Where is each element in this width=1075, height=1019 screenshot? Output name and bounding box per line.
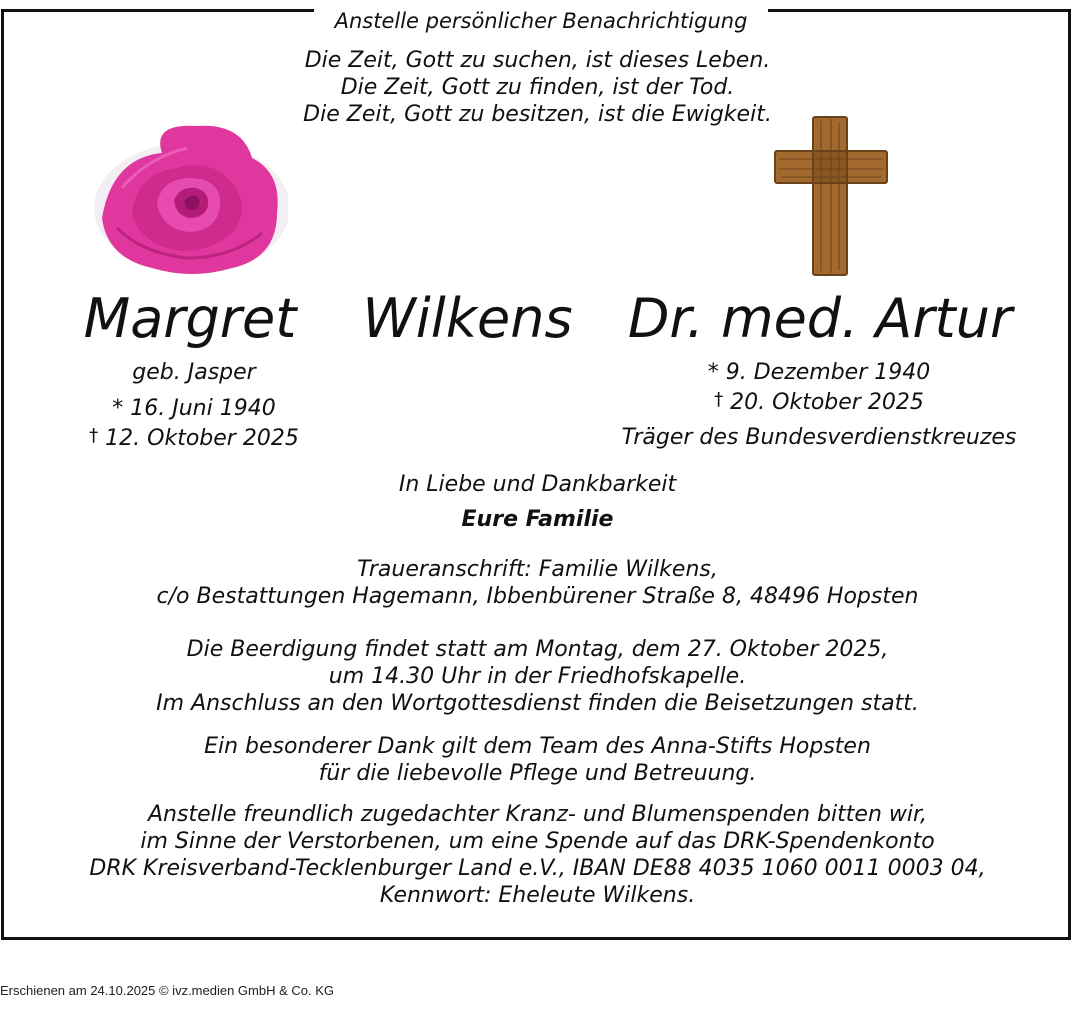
death-cross-icon: † xyxy=(89,425,99,446)
quote-line: Die Zeit, Gott zu besitzen, ist die Ewigkeit. xyxy=(303,102,772,127)
margret-died-line xyxy=(60,422,328,452)
address-line: Traueranschrift: Familie Wilkens, xyxy=(357,557,718,582)
publication-footer: Erschienen am 24.10.2025 © ivz.medien GmbH & Co. KG xyxy=(0,983,335,998)
first-name-artur: Dr. med. Artur xyxy=(627,287,1013,350)
artur-honor: Träger des Bundesverdienstkreuzes xyxy=(621,425,1017,450)
donation-line: Kennwort: Eheleute Wilkens. xyxy=(379,883,696,908)
margret-birth-name: geb. Jasper xyxy=(132,360,256,385)
funeral-info xyxy=(0,636,1075,717)
thanks-line: für die liebevolle Pflege und Betreuung. xyxy=(318,761,757,786)
artur-born: * 9. Dezember 1940 xyxy=(707,360,931,385)
donation-line: DRK Kreisverband-Tecklenburger Land e.V., IBAN DE88 4035 1060 0011 0003 04, xyxy=(89,856,986,881)
margret-born: * 16. Juni 1940 xyxy=(112,396,276,421)
donation-line: Anstelle freundlich zugedachter Kranz- und Blumenspenden bitten wir, xyxy=(147,802,928,827)
notice-header-label: Anstelle persönlicher Benachrichtigung xyxy=(314,8,768,34)
margret-life-data xyxy=(60,359,328,452)
surname: Wilkens xyxy=(362,287,573,350)
address-line: c/o Bestattungen Hagemann, Ibbenbürener Straße 8, 48496 Hopsten xyxy=(156,584,919,609)
death-cross-icon: † xyxy=(714,389,724,410)
quote-line: Die Zeit, Gott zu suchen, ist dieses Leben. xyxy=(304,48,771,73)
closing-phrase: In Liebe und Dankbarkeit xyxy=(398,472,677,497)
thanks-line: Ein besonderer Dank gilt dem Team des Anna-Stifts Hopsten xyxy=(204,734,871,759)
artur-died-line xyxy=(610,386,1028,416)
funeral-line: Die Beerdigung findet statt am Montag, dem 27. Oktober 2025, xyxy=(186,637,889,662)
funeral-line: Im Anschluss an den Wortgottesdienst finden die Beisetzungen statt. xyxy=(156,691,919,716)
margret-died: 12. Oktober 2025 xyxy=(105,426,299,451)
artur-life-data xyxy=(610,359,1028,451)
mourning-address xyxy=(0,556,1075,610)
family-signature: Eure Familie xyxy=(461,507,614,532)
first-name-margret: Margret xyxy=(83,287,297,350)
donation-line: im Sinne der Verstorbenen, um eine Spende auf das DRK-Spendenkonto xyxy=(140,829,935,854)
rose-icon xyxy=(92,118,288,278)
quote-block xyxy=(0,47,1075,128)
funeral-line: um 14.30 Uhr in der Friedhofskapelle. xyxy=(328,664,747,689)
cross-icon xyxy=(773,115,889,277)
artur-died: 20. Oktober 2025 xyxy=(730,390,924,415)
quote-line: Die Zeit, Gott zu finden, ist der Tod. xyxy=(340,75,735,100)
donation-block xyxy=(0,801,1075,909)
thanks-block xyxy=(0,733,1075,787)
